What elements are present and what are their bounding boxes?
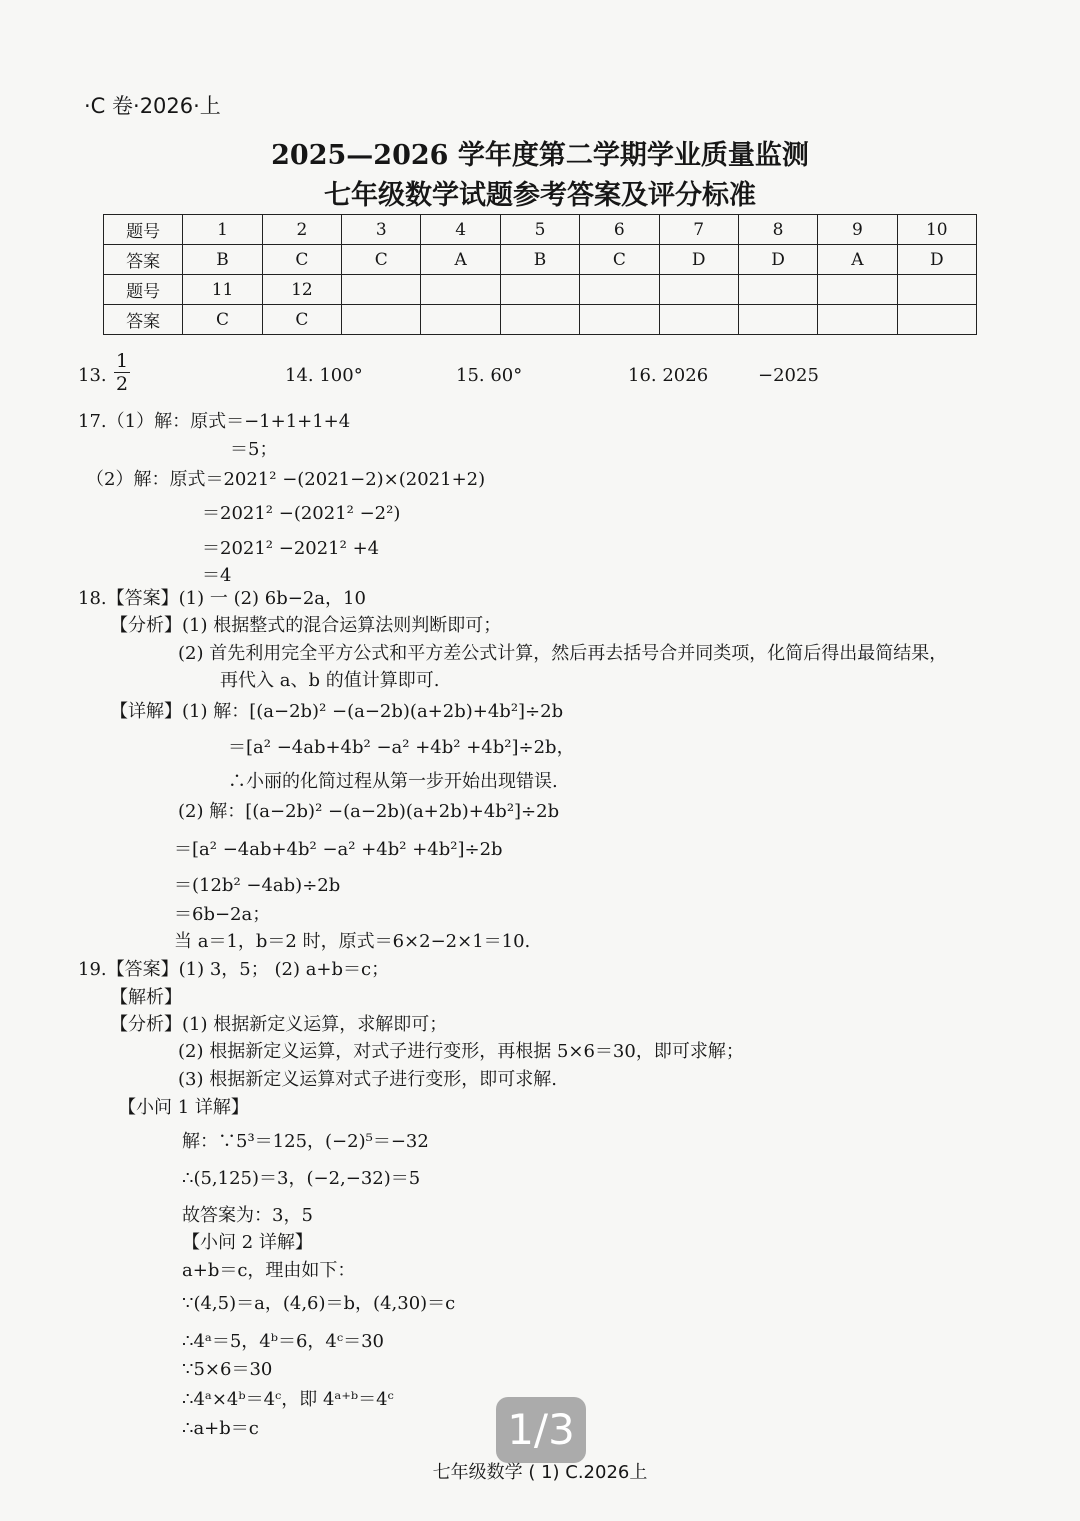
q18-detail-7: ＝6b−2a；: [174, 904, 271, 925]
q19-sub2-line1: a+b＝c，理由如下：: [182, 1260, 356, 1281]
q19-answer: 19.【答案】(1) 3，5； (2) a+b＝c；: [78, 959, 390, 980]
q19-sub2-line4: ∵5×6＝30: [182, 1359, 273, 1380]
answer-table-cell: D: [659, 245, 738, 275]
answer-table-cell: [897, 275, 976, 305]
answer-table-header-cell: 题号: [104, 215, 183, 245]
q19-analysis-1: 【分析】(1) 根据新定义运算，求解即可；: [110, 1014, 448, 1035]
answer-table-cell: 7: [659, 215, 738, 245]
answer-table-cell: 1: [183, 215, 262, 245]
q13-label: 13.: [78, 365, 107, 386]
answer-table-cell: D: [897, 245, 976, 275]
q19-analysis-3: (3) 根据新定义运算对式子进行变形，即可求解.: [178, 1069, 557, 1090]
answer-table-cell: 11: [183, 275, 262, 305]
q19-sub2-line3: ∴4ᵃ＝5，4ᵇ＝6，4ᶜ＝30: [182, 1331, 384, 1352]
answer-table-cell: [500, 305, 579, 335]
q19-sub2-heading: 【小问 2 详解】: [182, 1232, 313, 1253]
paper-tag: ·C 卷·2026·上: [84, 94, 221, 118]
answer-table-cell: [342, 275, 421, 305]
q17-2-line3: ＝2021² −2021² +4: [202, 538, 380, 559]
answer-table-cell: 12: [262, 275, 341, 305]
answer-table-cell: A: [421, 245, 500, 275]
answer-table-cell: 3: [342, 215, 421, 245]
answer-table-row: [104, 305, 977, 335]
answer-table-cell: 10: [897, 215, 976, 245]
page-footer: 七年级数学 ( 1) C.2026上: [432, 1462, 648, 1483]
q19-sub1-line1: 解：∵5³＝125，(−2)⁵＝−32: [182, 1131, 429, 1152]
answer-table-cell: [818, 275, 897, 305]
answer-table-cell: C: [580, 245, 659, 275]
q19-solution-label: 【解析】: [110, 987, 182, 1008]
q18-analysis-2: (2) 首先利用完全平方公式和平方差公式计算，然后再去括号合并同类项，化简后得出最简结果，: [178, 643, 948, 664]
answer-table-cell: [818, 305, 897, 335]
q17-2-line2: ＝2021² −(2021² −2²): [202, 503, 401, 524]
q16-answer-2: −2025: [758, 365, 819, 386]
answer-table-header-cell: 答案: [104, 305, 183, 335]
q18-detail-3: ∴小丽的化简过程从第一步开始出现错误.: [228, 771, 558, 792]
q19-sub1-line3: 故答案为：3，5: [182, 1205, 313, 1226]
answer-table-cell: [500, 275, 579, 305]
answer-table-header-cell: 答案: [104, 245, 183, 275]
answer-table-cell: C: [262, 305, 341, 335]
answer-table-cell: [580, 305, 659, 335]
answer-table-cell: 6: [580, 215, 659, 245]
answer-table-cell: [421, 305, 500, 335]
answer-table-row: [104, 215, 977, 245]
answer-table-cell: [738, 275, 817, 305]
q17-2-line4: ＝4: [202, 565, 232, 586]
q18-detail-2: ＝[a² −4ab+4b² −a² +4b² +4b²]÷2b，: [228, 737, 575, 758]
q13-denominator: 2: [116, 373, 129, 395]
q18-detail-8: 当 a＝1，b＝2 时，原式＝6×2−2×1＝10.: [174, 931, 531, 952]
q14-answer: 14. 100°: [285, 365, 363, 386]
answer-table-row: [104, 275, 977, 305]
q17-1-line2: ＝5；: [230, 439, 278, 460]
answer-table-cell: 8: [738, 215, 817, 245]
page-title: 2025—2026 学年度第二学期学业质量监测: [271, 140, 809, 171]
page-indicator[interactable]: 1/3: [496, 1397, 586, 1463]
q19-sub2-line6: ∴a+b＝c: [182, 1418, 259, 1439]
answer-table-cell: A: [818, 245, 897, 275]
q18-answer: 18.【答案】(1) 一 (2) 6b−2a，10: [78, 588, 366, 609]
answer-table-cell: [659, 275, 738, 305]
q19-analysis-2: (2) 根据新定义运算，对式子进行变形，再根据 5×6＝30，即可求解；: [178, 1041, 744, 1062]
answer-table-row: [104, 245, 977, 275]
q15-answer: 15. 60°: [456, 365, 523, 386]
q18-detail-1: 【详解】(1) 解：[(a−2b)² −(a−2b)(a+2b)+4b²]÷2b: [110, 701, 564, 722]
q18-detail-6: ＝(12b² −4ab)÷2b: [174, 875, 341, 896]
answer-table-cell: [897, 305, 976, 335]
answer-table-cell: 2: [262, 215, 341, 245]
q19-sub1-line2: ∴(5,125)＝3，(−2,−32)＝5: [182, 1168, 421, 1189]
answer-table-cell: 4: [421, 215, 500, 245]
answer-table-cell: C: [342, 245, 421, 275]
answer-table-cell: 5: [500, 215, 579, 245]
answer-table-header-cell: 题号: [104, 275, 183, 305]
page-subtitle: 七年级数学试题参考答案及评分标准: [324, 180, 756, 211]
answer-table-cell: C: [262, 245, 341, 275]
answer-table-cell: 9: [818, 215, 897, 245]
answer-table-cell: [580, 275, 659, 305]
q18-detail-5: ＝[a² −4ab+4b² −a² +4b² +4b²]÷2b: [174, 839, 503, 860]
answer-table-cell: D: [738, 245, 817, 275]
answer-table-cell: [342, 305, 421, 335]
q17-1-line1: 17.（1）解：原式＝−1+1+1+4: [78, 411, 351, 432]
answer-table-cell: [659, 305, 738, 335]
answer-table-cell: [421, 275, 500, 305]
q18-detail-4: (2) 解：[(a−2b)² −(a−2b)(a+2b)+4b²]÷2b: [178, 801, 560, 822]
answer-table-cell: B: [500, 245, 579, 275]
q16-answer: 16. 2026: [628, 365, 709, 386]
q13-numerator: 1: [116, 350, 129, 372]
q19-sub2-line5: ∴4ᵃ×4ᵇ＝4ᶜ，即 4ᵃ⁺ᵇ＝4ᶜ: [182, 1389, 394, 1410]
answer-table-cell: B: [183, 245, 262, 275]
q18-analysis-1: 【分析】(1) 根据整式的混合运算法则判断即可；: [110, 615, 502, 636]
answer-table: [103, 214, 977, 335]
q19-sub1-heading: 【小问 1 详解】: [118, 1097, 249, 1118]
q13-fraction: [114, 350, 130, 395]
answer-table-cell: C: [183, 305, 262, 335]
q17-2-line1: （2）解：原式＝2021² −(2021−2)×(2021+2): [86, 469, 486, 490]
answer-table-cell: [738, 305, 817, 335]
q18-analysis-3: 再代入 a、b 的值计算即可.: [220, 670, 440, 691]
q19-sub2-line2: ∵(4,5)＝a，(4,6)＝b，(4,30)＝c: [182, 1293, 456, 1314]
